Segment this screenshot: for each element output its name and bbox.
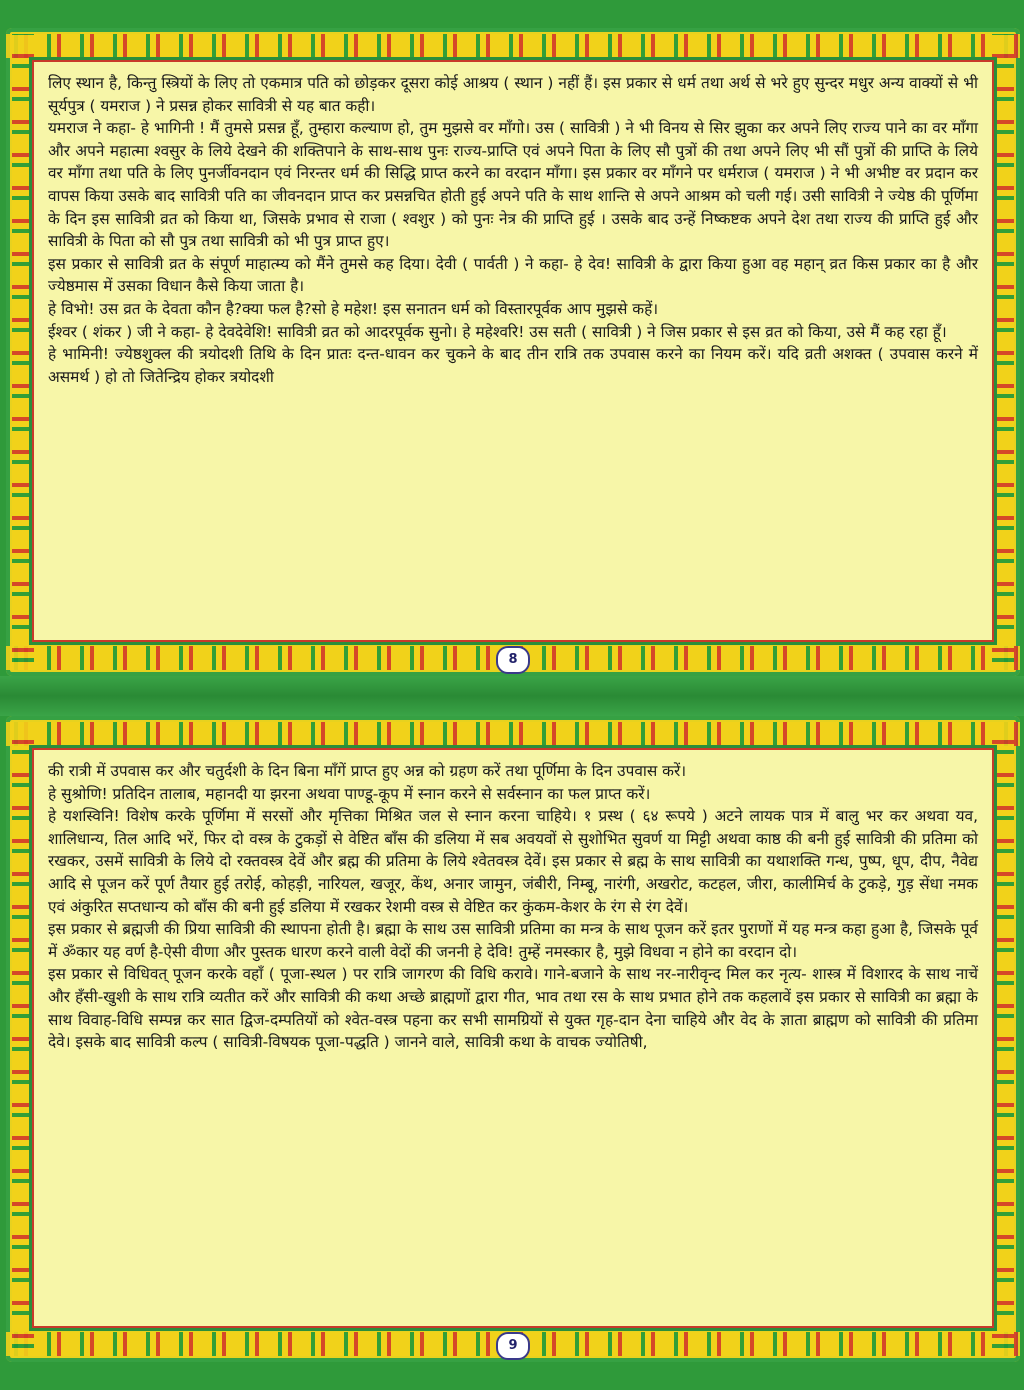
page-8 [6,28,1020,676]
decorative-border-top [6,722,1020,746]
decorative-border-right [992,722,1014,1356]
paragraph: की रात्री में उपवास कर और चतुर्दशी के दिन बिना माँगें प्राप्त हुए अन्न को ग्रहण करें तथा पूर्णिमा के दिन उपवास करें। [48,762,687,780]
paragraph: यमराज ने कहा- हे भागिनी ! मैं तुमसे प्रसन्न हूँ, तुम्हारा कल्याण हो, तुम मुझसे वर माँगो। उस ( सावित्री ) ने भी विनय से सिर झुका कर अपने लिए राज्य पाने का वर माँगा और अपने महात्मा श्वसुर के लिये देखने की शक्तिपाने के साथ-साथ पुनः राज्य-प्राप्ति एवं अपने पिता के लिए सौ पुत्रों की तथा अपने लिए भी सौं पुत्रों की प्राप्ति के लिये वर माँगा तथा पति के लिए पुनर्जीवनदान एवं निरन्तर धर्म की सिद्धि प्राप्त करने का वरदान माँगा। इस प्रकार वर माँगने पर धर्मराज ( यमराज ) ने भी अभीष्ट वर प्रदान कर वापस किया उसके बाद सावित्री पति का जीवनदान प्राप्त कर प्रसन्नचित होती हुई अपने पति के साथ शान्ति से अपने आश्रम को चली गई। उसी सावित्री ने ज्येष्ठ की पूर्णिमा के दिन इस सावित्री व्रत को किया था, जिसके प्रभाव से राजा ( श्वशुर ) को पुनः नेत्र की प्राप्ति हुई । उसके बाद उन्हें निष्कष्टक अपने देश तथा राज्य की प्राप्ति हुई और सावित्री के पिता को सौ पुत्र तथा सावित्री को भी पुत्र प्राप्त हुए। [48,119,978,251]
paragraph: इस प्रकार से विधिवत् पूजन करके वहाँ ( पूजा-स्थल ) पर रात्रि जागरण की विधि करावे। गाने-बजाने के साथ नर-नारीवृन्द मिल कर नृत्य- शास्त्र में विशारद के साथ नाचें और हँसी-खुशी के साथ रात्रि व्यतीत करें और सावित्री की कथा अच्छे ब्राह्मणों द्वारा गीत, भाव तथा रस के साथ प्रभात होने तक कहलावें इस प्रकार से सावित्री का ब्रह्मा के साथ विवाह-विधि सम्पन्न कर सात द्विज-दम्पतियों को श्वेत-वस्त्र पहना कर सभी सामग्रियों से युक्त गृह-दान देना चाहिये और वेद के ज्ञाता ब्राह्मण को सावित्री की प्रतिमा देवे। इसके बाद सावित्री कल्प ( सावित्री-विषयक पूजा-पद्धति ) जानने वाले, सावित्री कथा के वाचक ज्योतिषी, [48,965,978,1052]
decorative-border-right [992,34,1014,670]
page-number: 8 [496,646,530,674]
paragraph: हे सुश्रोणि! प्रतिदिन तालाब, महानदी या झरना अथवा पाण्डू-कूप में स्नान करने से सर्वस्नान का फल प्राप्त करें। [48,784,651,803]
paragraph: ईश्वर ( शंकर ) जी ने कहा- हे देवदेवेशि! सावित्री व्रत को आदरपूर्वक सुनो। हे महेश्वरि! उस सती ( सावित्री ) ने जिस प्रकार से इस व्रत को किया, उसे मैं कह रहा हूँ। [48,322,947,341]
page-number: 9 [496,1332,530,1360]
paragraph: हे यशस्विनि! विशेष करके पूर्णिमा में सरसों और मृत्तिका मिश्रित जल से स्नान करना चाहिये। १ प्रस्थ ( ६४ रूपये ) अटने लायक पात्र में बालु भर कर अथवा यव, शालिधान्य, तिल आदि भरें, फिर दो वस्त्र के टुकड़ों से वेष्टित बाँस की डलिया में सब अवयवों से सुशोभित सुवर्ण या मिट्टी अथवा काष्ठ की बनी हुई सावित्री की प्रतिमा को रखकर, उसमें सावित्री के लिये दो रक्तवस्त्र देवें और ब्रह्म की प्रतिमा के लिये श्वेतवस्त्र देवें। इस प्रकार से ब्रह्म के साथ सावित्री का यथाशक्ति गन्ध, पुष्प, धूप, दीप, नैवेद्य आदि से पूजन करें पूर्ण तैयार हुई तरोई, कोहड़ी, नारियल, खजूर, केंथ, अनार जामुन, जंबीरी, निम्बू, नारंगी, अखरोट, कटहल, जीरा, कालीमिर्च के टुकड़े, गुड़ सेंधा नमक एवं अंकुरित सप्तधान्य को बाँस की बनी हुई डलिया में रखकर रेशमी वस्त्र से वेष्टित कर कुंकम-केशर के रंग से रंग देवें। [48,807,978,916]
decorative-border-top [6,34,1020,58]
paragraph: हे विभो! उस व्रत के देवता कौन है?क्या फल है?सो हे महेश! इस सनातन धर्म को विस्तारपूर्वक आप मुझसे कहें। [48,299,659,318]
page-9-text [32,748,994,1328]
decorative-border-left [12,34,34,670]
page-8-text [32,60,994,642]
decorative-border-left [12,722,34,1356]
page-9 [6,716,1020,1362]
paragraph: इस प्रकार से ब्रह्मजी की प्रिया सावित्री की स्थापना होती है। ब्रह्मा के साथ उस सावित्री प्रतिमा का मन्त्र के साथ पूजन करें इतर पुराणों में यह मन्त्र कहा हुआ है, जिसके पूर्व में ॐकार यह वर्ण है-ऐसी वीणा और पुस्तक धारण करने वाली वेदों की जननी हे देवि! तुम्हें नमस्कार है, मुझे विधवा न होने का वरदान दो। [48,920,978,961]
paragraph: लिए स्थान है, किन्तु स्त्रियों के लिए तो एकमात्र पति को छोड़कर दूसरा कोई आश्रय ( स्थान ) नहीं हैं। इस प्रकार से धर्म तथा अर्थ से भरे हुए सुन्दर मधुर अन्य वाक्यों से भी सूर्यपुत्र ( यमराज ) ने प्रसन्न होकर सावित्री से यह बात कही। [48,74,978,115]
paragraph: हे भामिनी! ज्येष्ठशुक्ल की त्रयोदशी तिथि के दिन प्रातः दन्त-धावन कर चुकने के बाद तीन रात्रि तक उपवास करने का नियम करें। यदि व्रती अशक्त ( उपवास करने में असमर्थ ) हो तो जितेन्द्रिय होकर त्रयोदशी [48,345,978,386]
paragraph: इस प्रकार से सावित्री व्रत के संपूर्ण माहात्म्य को मैंने तुमसे कह दिया। देवी ( पार्वती ) ने कहा- हे देव! सावित्री के द्वारा किया हुआ वह महान् व्रत किस प्रकार का है और ज्येष्ठमास में उसका विधान कैसे किया जाता है। [48,254,978,296]
page-fold-gap [0,676,1024,716]
